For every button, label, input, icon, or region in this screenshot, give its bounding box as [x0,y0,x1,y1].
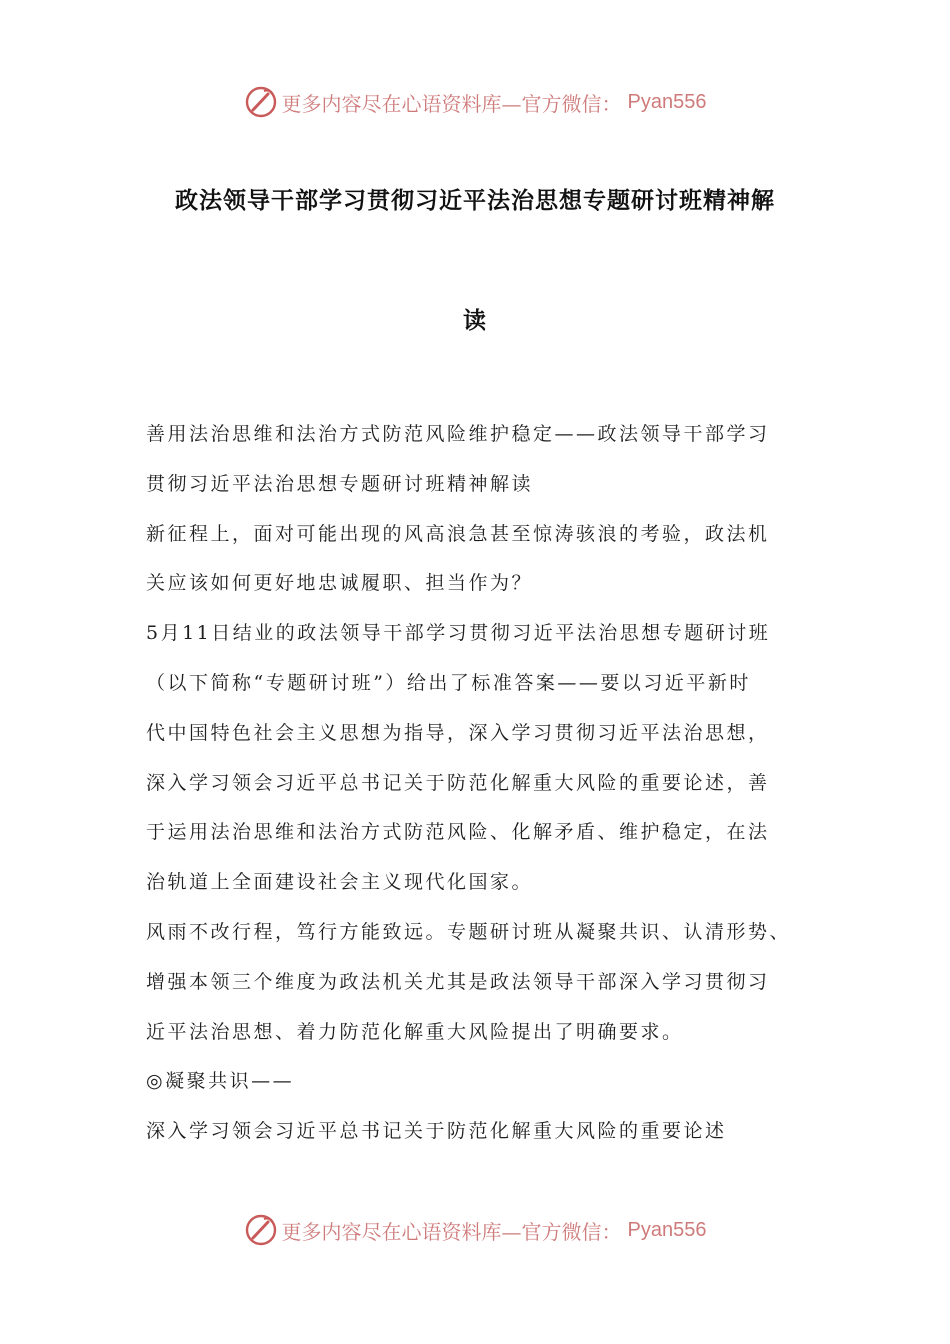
pen-logo-icon [244,1213,278,1247]
footer-watermark-banner [0,1208,950,1252]
body-line: 新征程上，面对可能出现的风高浪急甚至惊涛骇浪的考验，政法机 [146,522,770,545]
body-line: 风雨不改行程，笃行方能致远。专题研讨班从凝聚共识、认清形势、 [146,920,792,943]
banner-text: 更多内容尽在心语资料库—官方微信： [281,91,622,116]
body-line: 治轨道上全面建设社会主义现代化国家。 [146,871,534,894]
body-line: 代中国特色社会主义思想为指导，深入学习贯彻习近平法治思想， [146,721,770,744]
banner-wechat-id: Pyan556 [627,1218,707,1241]
document-title-line-2: 读 [463,307,487,334]
pen-logo-icon [244,85,278,119]
body-line: 增强本领三个维度为政法机关尤其是政法领导干部深入学习贯彻习 [146,970,770,993]
body-line: 于运用法治思维和法治方式防范风险、化解矛盾、维护稳定，在法 [146,821,770,844]
body-line: 5月11日结业的政法领导干部学习贯彻习近平法治思想专题研讨班 [146,622,771,645]
body-line: 深入学习领会习近平总书记关于防范化解重大风险的重要论述，善 [146,771,770,794]
body-line: 近平法治思想、着力防范化解重大风险提出了明确要求。 [146,1020,684,1043]
banner-text: 更多内容尽在心语资料库—官方微信： [281,1219,622,1244]
document-title-line-1: 政法领导干部学习贯彻习近平法治思想专题研讨班精神解 [175,187,775,214]
body-line: 深入学习领会习近平总书记关于防范化解重大风险的重要论述 [146,1120,727,1143]
section-heading: ◎凝聚共识—— [146,1070,295,1093]
body-line: （以下简称“专题研讨班”）给出了标准答案——要以习近平新时 [146,671,751,694]
document-body [146,418,816,1165]
body-line: 善用法治思维和法治方式防范风险维护稳定——政法领导干部学习 [146,423,770,445]
body-line: 关应该如何更好地忠诚履职、担当作为？ [146,572,534,595]
header-watermark-banner [0,80,950,124]
banner-wechat-id: Pyan556 [627,90,707,113]
body-line: 贯彻习近平法治思想专题研讨班精神解读 [146,472,534,495]
